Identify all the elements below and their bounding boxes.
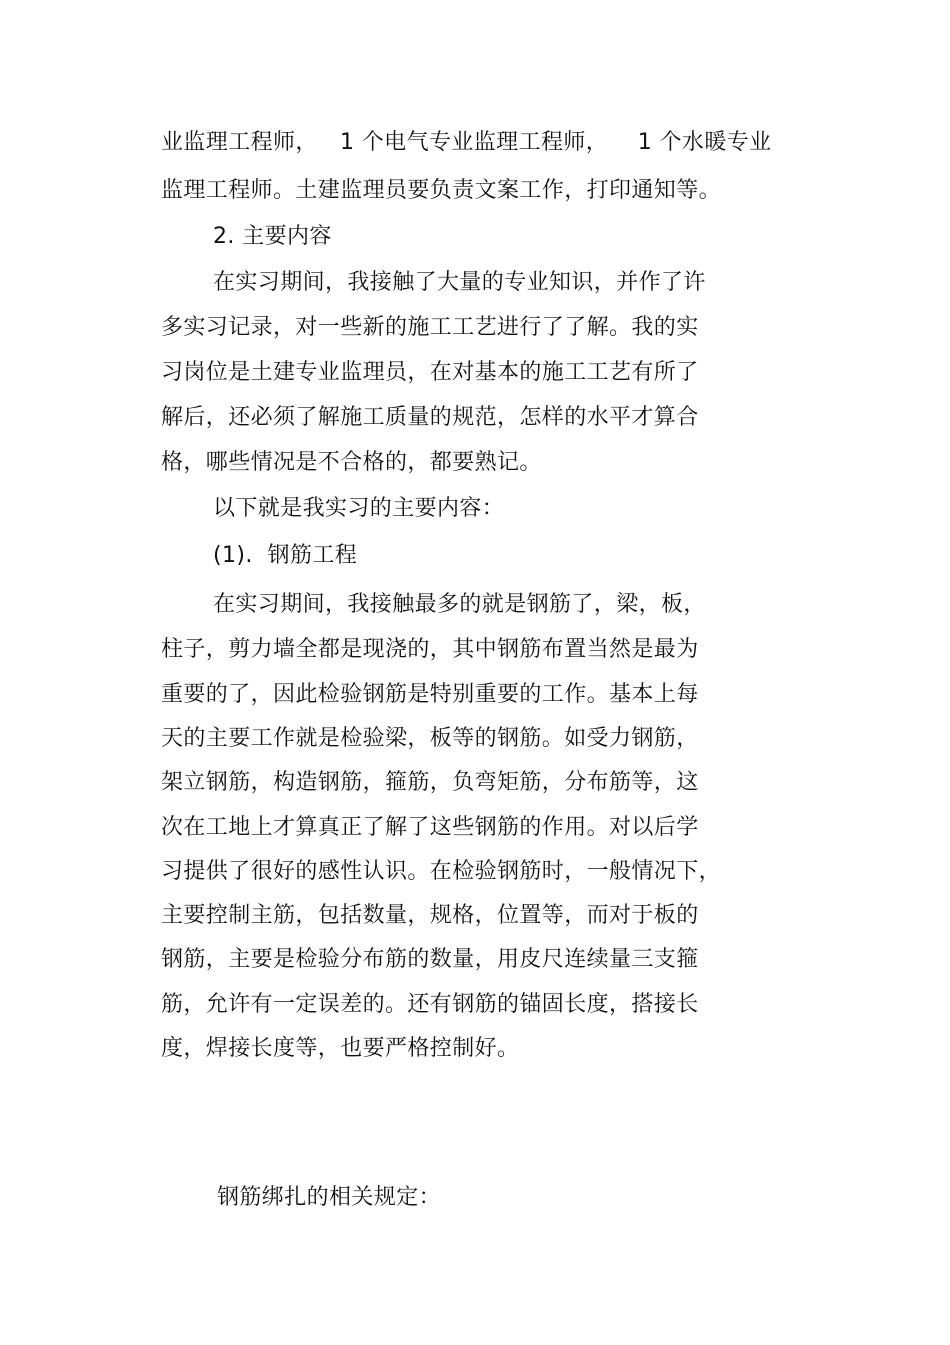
subsection-heading: (1). 钢筋工程 <box>213 543 358 568</box>
text-line: 业监理工程师， 1 个电气专业监理工程师， 1 个水暖专业 <box>161 130 772 155</box>
section-heading: 2. 主要内容 <box>213 224 332 249</box>
text-line: 主要控制主筋，包括数量，规格，位置等，而对于板的 <box>161 903 699 928</box>
text-line: 解后，还必须了解施工质量的规范，怎样的水平才算合 <box>161 405 699 430</box>
text-line: 筋，允许有一定误差的。还有钢筋的锚固长度，搭接长 <box>161 992 699 1017</box>
text-line: 柱子，剪力墙全都是现浇的，其中钢筋布置当然是最为 <box>161 637 699 662</box>
text-line: 度，焊接长度等，也要严格控制好。 <box>161 1036 520 1061</box>
text-line: 习岗位是土建专业监理员，在对基本的施工工艺有所了 <box>161 360 699 385</box>
text-line: 天的主要工作就是检验梁，板等的钢筋。如受力钢筋， <box>161 726 699 751</box>
text-line: 监理工程师。土建监理员要负责文案工作，打印通知等。 <box>161 178 722 203</box>
text-line: 钢筋，主要是检验分布筋的数量，用皮尺连续量三支箍 <box>161 947 699 972</box>
text-line: 在实习期间，我接触最多的就是钢筋了，梁，板， <box>213 592 706 617</box>
text-line: 重要的了，因此检验钢筋是特别重要的工作。基本上每 <box>161 682 699 707</box>
text-line: 架立钢筋，构造钢筋，箍筋，负弯矩筋，分布筋等，这 <box>161 770 699 795</box>
text-line: 在实习期间，我接触了大量的专业知识，并作了许 <box>213 270 706 295</box>
text-line: 以下就是我实习的主要内容： <box>213 496 505 521</box>
text-line: 格，哪些情况是不合格的，都要熟记。 <box>161 450 542 475</box>
text-line: 次在工地上才算真正了解了这些钢筋的作用。对以后学 <box>161 815 699 840</box>
text-line: 多实习记录，对一些新的施工工艺进行了了解。我的实 <box>161 315 699 340</box>
text-line: 钢筋绑扎的相关规定： <box>217 1185 442 1210</box>
text-line: 习提供了很好的感性认识。在检验钢筋时，一般情况下， <box>161 859 722 884</box>
